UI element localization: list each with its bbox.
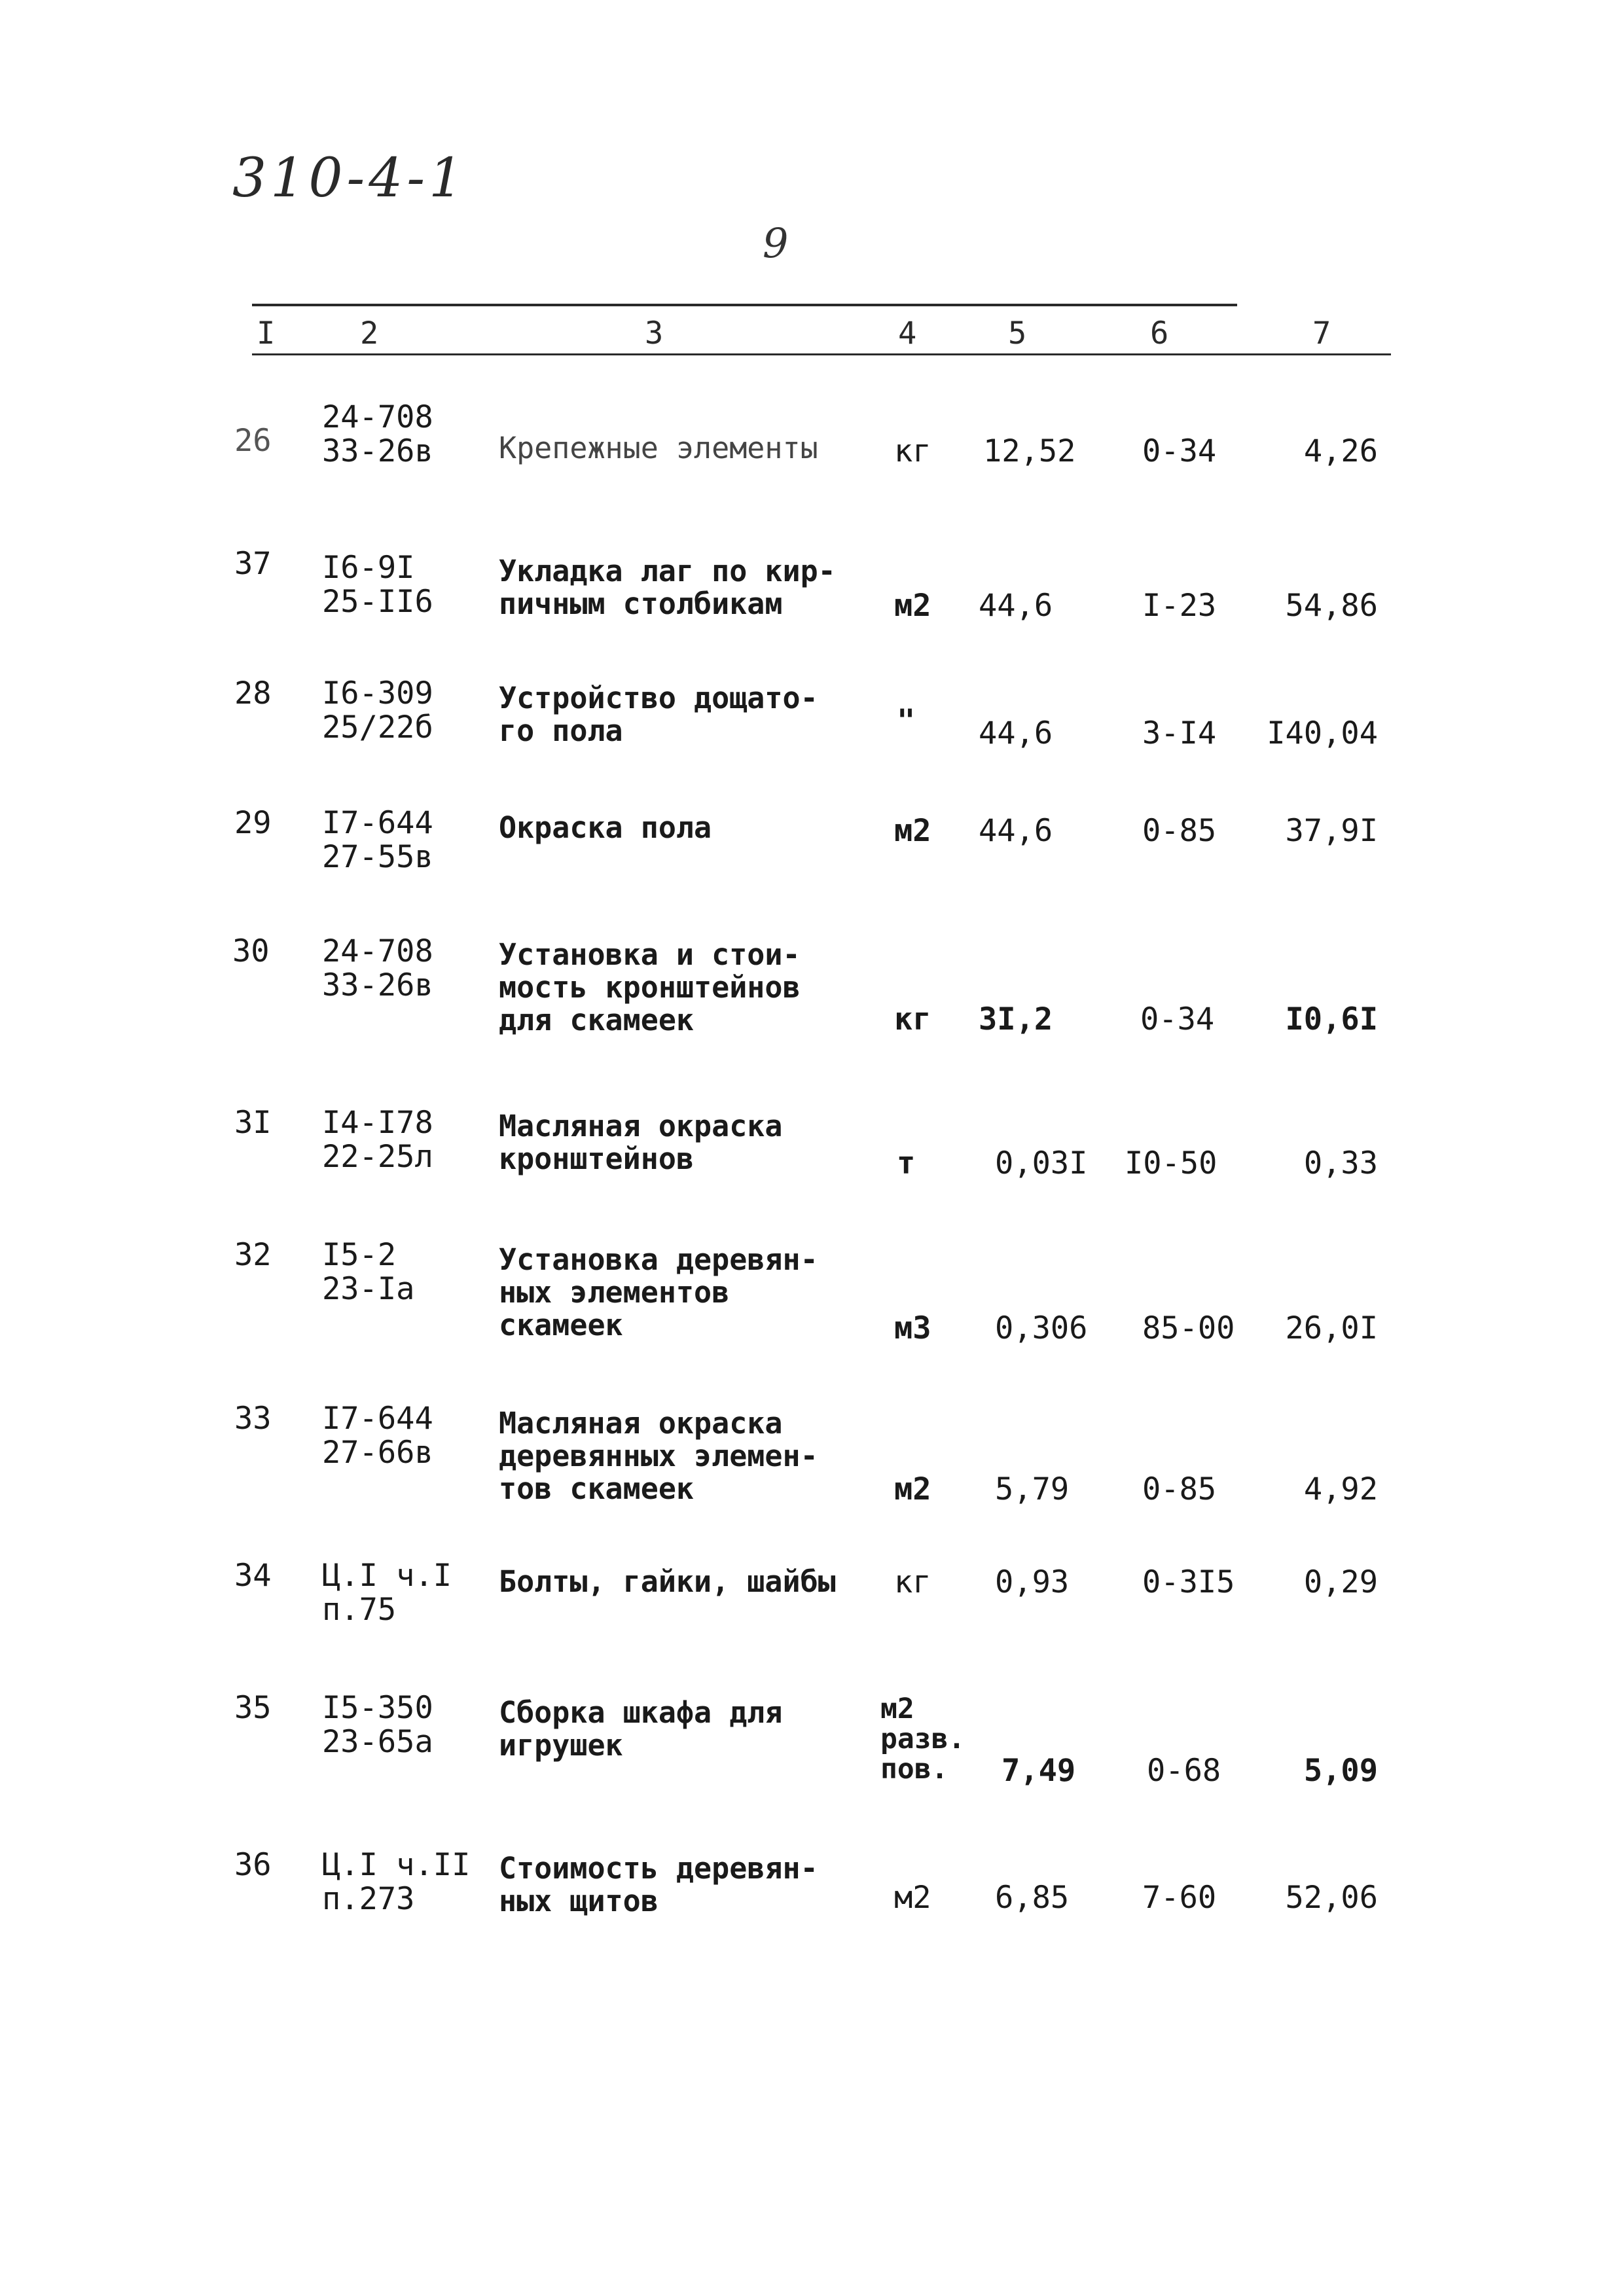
row-number: 33	[234, 1401, 272, 1437]
row-number: 34	[234, 1558, 272, 1594]
row-number: 30	[232, 933, 270, 969]
row-number: 29	[234, 805, 272, 841]
column-header-4: 4	[898, 315, 917, 351]
row-quantity: 44,6	[979, 588, 1053, 624]
row-unit-price: 0-85	[1142, 813, 1217, 849]
row-total: 4,26	[1303, 433, 1378, 469]
row-code: I7-644 27-55в	[322, 805, 433, 875]
row-quantity: 12,52	[983, 433, 1076, 469]
row-unit-price: 7-60	[1142, 1880, 1217, 1916]
row-unit: т	[897, 1145, 916, 1181]
row-unit: м2	[894, 588, 931, 624]
row-number: 35	[234, 1690, 272, 1726]
row-description: Устройство дощато- го пола	[499, 681, 818, 748]
row-unit-price: 3-I4	[1142, 715, 1217, 751]
row-code: I6-309 25/22б	[322, 675, 433, 745]
row-number: 32	[234, 1237, 272, 1273]
row-unit: м2	[894, 813, 931, 849]
row-total: I40,04	[1267, 715, 1378, 751]
row-total: 37,9I	[1285, 813, 1378, 849]
row-unit: "	[897, 703, 916, 739]
row-number: 36	[234, 1847, 272, 1883]
row-total: 26,0I	[1285, 1310, 1378, 1346]
row-code: 24-708 33-26в	[322, 399, 433, 469]
row-quantity: 7,49	[1001, 1753, 1076, 1789]
table-header-rule	[252, 353, 1391, 355]
row-total: 0,33	[1303, 1145, 1378, 1181]
row-quantity: 0,03I	[995, 1145, 1088, 1181]
row-number: 26	[234, 423, 272, 459]
row-code: I5-350 23-65а	[322, 1690, 433, 1760]
row-quantity: 5,79	[995, 1471, 1070, 1507]
row-description: Стоимость деревян- ных щитов	[499, 1851, 818, 1918]
row-description: Установка деревян- ных элементов скамеек	[499, 1242, 818, 1342]
row-code: Ц.I ч.II п.273	[322, 1847, 471, 1917]
row-unit-price: 85-00	[1142, 1310, 1235, 1346]
column-header-1: I	[257, 315, 276, 351]
row-number: 28	[234, 675, 272, 711]
row-description: Окраска пола	[499, 810, 712, 845]
row-quantity: 0,93	[995, 1564, 1070, 1600]
document-code: 310-4-1	[232, 147, 467, 209]
row-total: I0,6I	[1285, 1001, 1378, 1037]
row-description: Сборка шкафа для игрушек	[499, 1695, 783, 1763]
column-header-5: 5	[1008, 315, 1027, 351]
row-unit: кг	[894, 1001, 931, 1037]
row-unit: м2 разв. пов.	[880, 1693, 965, 1785]
column-header-3: 3	[645, 315, 664, 351]
row-quantity: 6,85	[995, 1880, 1070, 1916]
row-description: Масляная окраска деревянных элемен- тов скамеек	[499, 1406, 818, 1506]
column-header-2: 2	[360, 315, 379, 351]
column-header-7: 7	[1312, 315, 1331, 351]
row-total: 5,09	[1303, 1753, 1378, 1789]
row-total: 4,92	[1303, 1471, 1378, 1507]
row-unit-price: 0-34	[1140, 1001, 1215, 1037]
row-unit: м2	[894, 1471, 931, 1507]
row-code: Ц.I ч.I п.75	[322, 1558, 452, 1628]
row-unit-price: 0-34	[1142, 433, 1217, 469]
row-total: 54,86	[1285, 588, 1378, 624]
table-top-rule	[252, 304, 1237, 306]
row-code: 24-708 33-26в	[322, 933, 433, 1003]
row-unit: м2	[894, 1880, 931, 1916]
row-unit-price: 0-68	[1147, 1753, 1221, 1789]
row-code: I4-I78 22-25л	[322, 1105, 433, 1175]
row-code: I7-644 27-66в	[322, 1401, 433, 1471]
row-quantity: 44,6	[979, 813, 1053, 849]
row-unit: кг	[894, 433, 931, 469]
row-number: 37	[234, 546, 272, 582]
row-code: I5-2 23-Iа	[322, 1237, 415, 1307]
row-unit-price: I0-50	[1125, 1145, 1218, 1181]
row-total: 0,29	[1303, 1564, 1378, 1600]
row-description: Крепежные элементы	[499, 431, 818, 465]
row-description: Укладка лаг по кир- пичным столбикам	[499, 554, 836, 621]
row-unit: кг	[894, 1564, 931, 1600]
row-description: Масляная окраска кронштейнов	[499, 1109, 783, 1176]
row-unit-price: I-23	[1142, 588, 1217, 624]
row-description: Установка и стои- мость кронштейнов для скамеек	[499, 937, 801, 1037]
row-unit-price: 0-85	[1142, 1471, 1217, 1507]
row-unit: м3	[894, 1310, 931, 1346]
row-total: 52,06	[1285, 1880, 1378, 1916]
row-number: 3I	[234, 1105, 272, 1141]
row-description: Болты, гайки, шайбы	[499, 1564, 836, 1599]
row-quantity: 44,6	[979, 715, 1053, 751]
page-number: 9	[763, 219, 789, 267]
row-code: I6-9I 25-II6	[322, 550, 433, 620]
row-unit-price: 0-3I5	[1142, 1564, 1235, 1600]
column-header-6: 6	[1150, 315, 1169, 351]
row-quantity: 3I,2	[979, 1001, 1053, 1037]
row-quantity: 0,306	[995, 1310, 1088, 1346]
